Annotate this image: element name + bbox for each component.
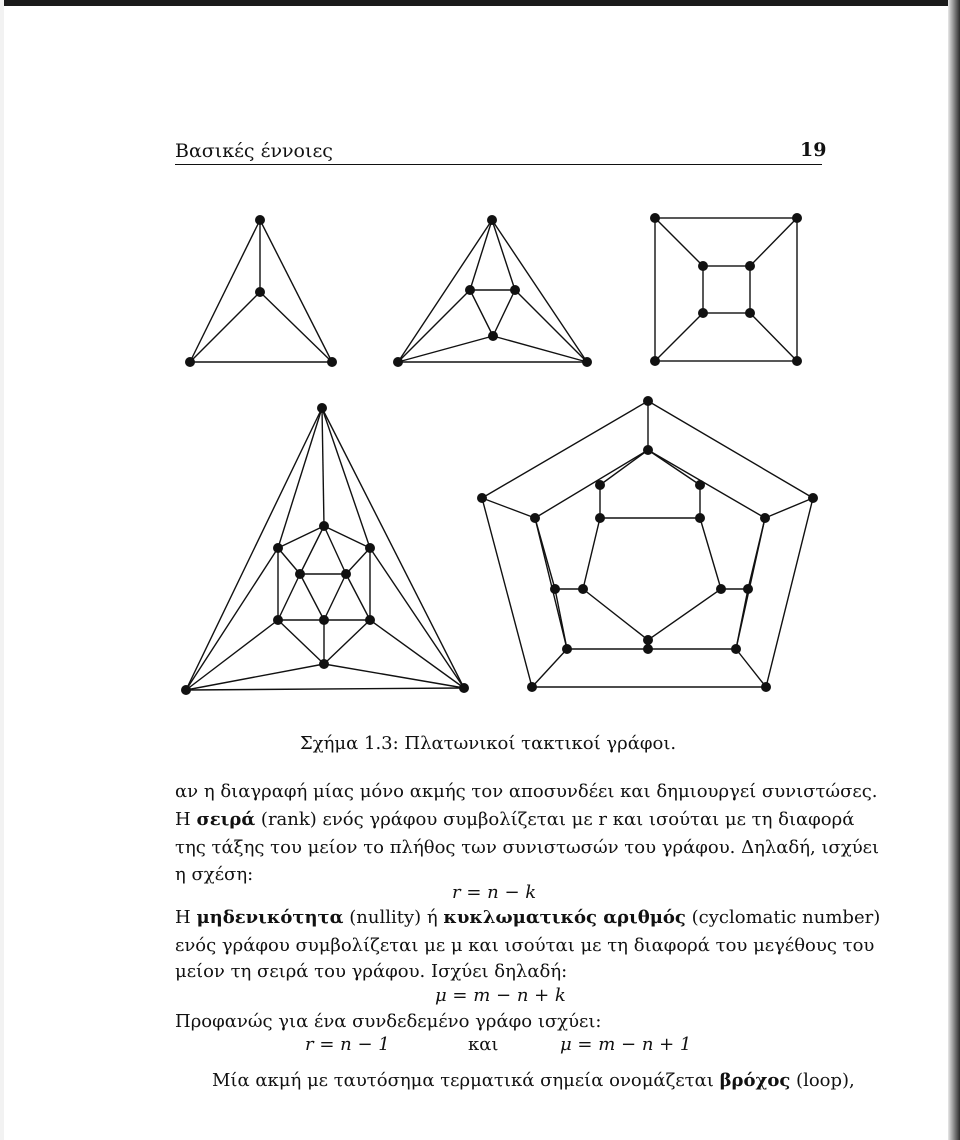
text-line-2-pre: Η [175,809,191,830]
text-line-6: ενός γράφου συμβολίζεται με μ και ισούται με τη διαφορά του μεγέθους του [175,935,875,956]
icosahedron-graph [186,408,464,690]
text-line-9-pre: Μία ακμή με ταυτόσημα τερματικά σημεία ονομάζεται [212,1070,714,1091]
term-loop: βρόχος [719,1070,791,1091]
text-line-5-pre: Η [175,907,191,928]
text-line-1: αν η διαγραφή μίας μόνο ακμής τον αποσυνδέει και δημιουργεί συνιστώσες. [175,781,878,802]
text-line-3: της τάξης του μείον το πλήθος των συνιστωσών του γράφου. Δηλαδή, ισχύει [175,837,880,858]
equation-connected-nullity: μ = m − n + 1 [560,1034,692,1055]
page-number: 19 [800,139,827,161]
figure-caption: Σχήμα 1.3: Πλατωνικοί τακτικοί γράφοι. [300,733,677,754]
equation-connected-rank: r = n − 1 [305,1034,390,1055]
text-line-5-post: (cyclomatic number) [691,907,881,928]
running-header-title: Βασικές έννοιες [175,140,333,162]
equation-rank: r = n − k [452,882,537,903]
text-line-8: Προφανώς για ένα συνδεδεμένο γράφο ισχύει: [175,1011,602,1032]
icosahedron-vertices [181,403,469,695]
text-line-5-mid: (nullity) ή [349,907,438,928]
text-line-5 [175,907,880,928]
term-rank: σειρά [196,809,256,830]
cube-graph [655,218,797,361]
equation-connector: και [468,1034,499,1055]
octahedron-vertices [393,215,592,367]
text-line-4: η σχέση: [175,864,254,885]
text-line-9-post: (loop), [796,1070,855,1091]
text-line-7: μείον τη σειρά του γράφου. Ισχύει δηλαδή: [175,961,568,982]
term-cyclomatic-number: κυκλωματικός αριθμός [443,907,686,928]
text-line-9 [212,1070,855,1091]
text-line-2 [175,809,854,830]
text-line-2-post: (rank) ενός γράφου συμβολίζεται με r και ισούται με τη διαφορά [260,809,855,830]
term-nullity: μηδενικότητα [196,907,344,928]
equation-nullity: μ = m − n + k [435,985,566,1006]
